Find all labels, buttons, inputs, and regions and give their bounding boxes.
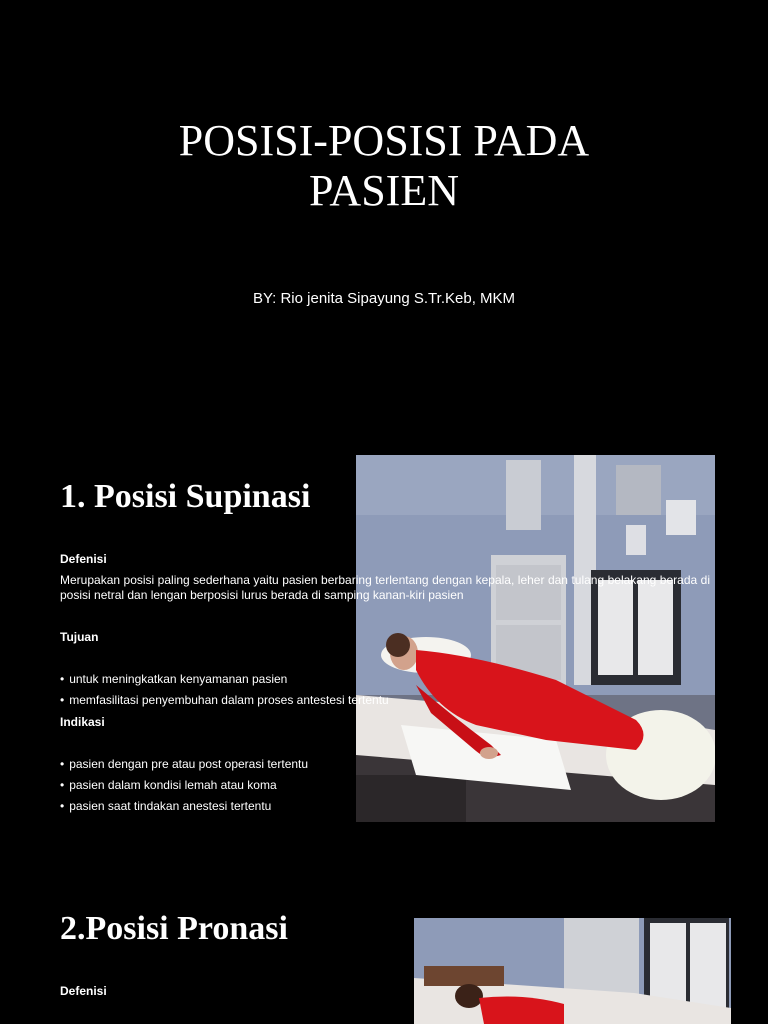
presentation-title — [0, 116, 768, 216]
list-item: • pasien dengan pre atau post operasi tertentu — [60, 754, 308, 775]
prone-position-photo — [414, 918, 731, 1024]
purpose-list — [60, 669, 389, 711]
supine-position-photo — [356, 455, 715, 822]
title-line-2: PASIEN — [309, 166, 459, 215]
section-heading-pronasi: 2.Posisi Pronasi — [60, 910, 288, 947]
pronasi-slide — [0, 890, 768, 1024]
definition-label: Defenisi — [60, 552, 107, 566]
definition-label: Defenisi — [60, 984, 107, 998]
list-item: • memfasilitasi penyembuhan dalam proses antestesi tertentu — [60, 690, 389, 711]
definition-text: Merupakan posisi paling sederhana yaitu pasien berbaring terlentang dengan kepala, leher dan tulang belakang berada di posisi netral dan lengan berposisi lurus berada di samping kanan-kiri pasien — [60, 573, 710, 602]
indication-label: Indikasi — [60, 715, 105, 729]
title-line-1: POSISI-POSISI PADA — [178, 116, 590, 165]
section-heading-supinasi: 1. Posisi Supinasi — [60, 478, 311, 515]
title-slide — [0, 0, 768, 420]
supinasi-slide — [0, 420, 768, 890]
list-item: • pasien dalam kondisi lemah atau koma — [60, 775, 308, 796]
indication-list — [60, 754, 308, 817]
list-item: • untuk meningkatkan kenyamanan pasien — [60, 669, 389, 690]
list-item: • pasien saat tindakan anestesi tertentu — [60, 796, 308, 817]
author-line: BY: Rio jenita Sipayung S.Tr.Keb, MKM — [252, 290, 516, 307]
purpose-label: Tujuan — [60, 630, 99, 644]
